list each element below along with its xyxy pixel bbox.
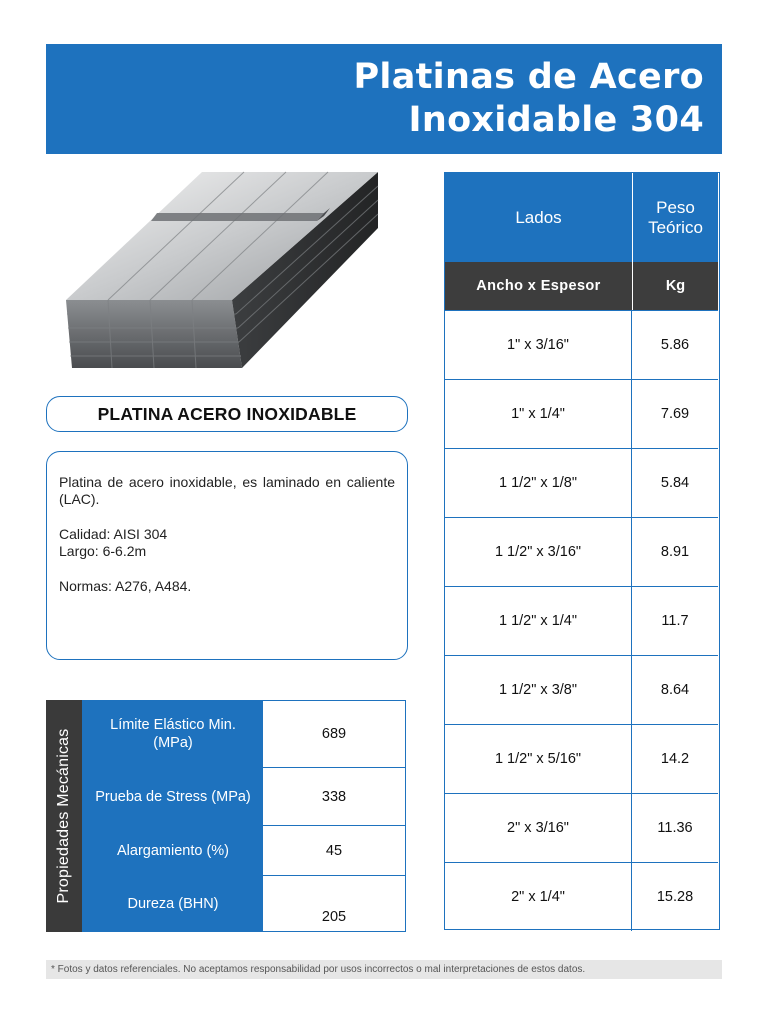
table-row	[445, 379, 718, 448]
page-header	[46, 44, 722, 154]
description-norms: Normas: A276, A484.	[59, 578, 192, 594]
size-cell: 1 1/2" x 3/16"	[445, 518, 632, 586]
disclaimer-footnote: * Fotos y datos referenciales. No aceptamos responsabilidad por usos incorrectos o mal interpretaciones de estos datos.	[46, 960, 722, 979]
mechanical-row-label: Prueba de Stress (MPa)	[83, 768, 263, 825]
description-quality: Calidad: AISI 304	[59, 526, 168, 542]
table-row	[445, 448, 718, 517]
size-cell: 2" x 1/4"	[445, 863, 632, 931]
weight-cell: 11.7	[661, 613, 689, 629]
weight-cell: 5.84	[660, 475, 690, 491]
weight-cell: 7.69	[660, 406, 690, 422]
mechanical-row	[83, 701, 405, 767]
product-name-label: PLATINA ACERO INOXIDABLE	[46, 396, 408, 432]
size-cell: 2" x 3/16"	[445, 794, 632, 862]
size-cell: 1" x 1/4"	[445, 380, 632, 448]
dimensions-table-body	[445, 310, 718, 931]
weight-cell: 5.86	[660, 337, 690, 353]
size-cell: 1 1/2" x 1/4"	[445, 587, 632, 655]
table-row	[445, 586, 718, 655]
weight-cell: 15.28	[656, 889, 694, 905]
mechanical-properties-table	[82, 700, 406, 932]
size-cell: 1 1/2" x 3/8"	[445, 656, 632, 724]
mechanical-row-value: 338	[321, 788, 347, 805]
mechanical-row-label: Alargamiento (%)	[83, 826, 263, 875]
subheader-kg: Kg	[632, 262, 718, 310]
size-cell: 1 1/2" x 5/16"	[445, 725, 632, 793]
mechanical-row	[83, 767, 405, 825]
size-cell: 1 1/2" x 1/8"	[445, 449, 632, 517]
mechanical-row-value: 689	[321, 726, 347, 742]
dimensions-table-subheader	[445, 262, 718, 310]
mechanical-properties-title: Propiedades Mecánicas	[55, 728, 72, 904]
mechanical-properties-side-label	[46, 700, 82, 932]
mechanical-row	[83, 875, 405, 931]
page-title-line-1: Platinas de Acero	[353, 57, 704, 97]
table-row	[445, 793, 718, 862]
size-cell: 1" x 3/16"	[445, 311, 632, 379]
mechanical-row	[83, 825, 405, 875]
column-header-sides: Lados	[445, 173, 632, 262]
table-row	[445, 724, 718, 793]
dimensions-table-header	[445, 173, 718, 262]
weight-cell: 14.2	[660, 751, 690, 767]
page-title-line-2: Inoxidable 304	[408, 100, 704, 140]
mechanical-row-label: Dureza (BHN)	[83, 876, 263, 931]
table-row	[445, 310, 718, 379]
description-intro: Platina de acero inoxidable, es laminado en caliente (LAC).	[59, 474, 395, 507]
mechanical-row-value: 205	[321, 909, 347, 925]
mechanical-row-label: Límite Elástico Min. (MPa)	[83, 701, 263, 767]
mechanical-row-value: 45	[325, 842, 343, 859]
table-row	[445, 517, 718, 586]
dimensions-table	[444, 172, 720, 930]
subheader-width-thickness: Ancho x Espesor	[476, 278, 601, 294]
weight-cell: 8.91	[660, 544, 690, 560]
description-length: Largo: 6-6.2m	[59, 543, 147, 559]
table-row	[445, 862, 718, 931]
steel-plates-photo	[62, 168, 380, 376]
product-description-box	[46, 451, 408, 660]
weight-cell: 8.64	[660, 682, 690, 698]
column-header-weight: Peso Teórico	[632, 173, 718, 262]
weight-cell: 11.36	[657, 820, 693, 836]
table-row	[445, 655, 718, 724]
